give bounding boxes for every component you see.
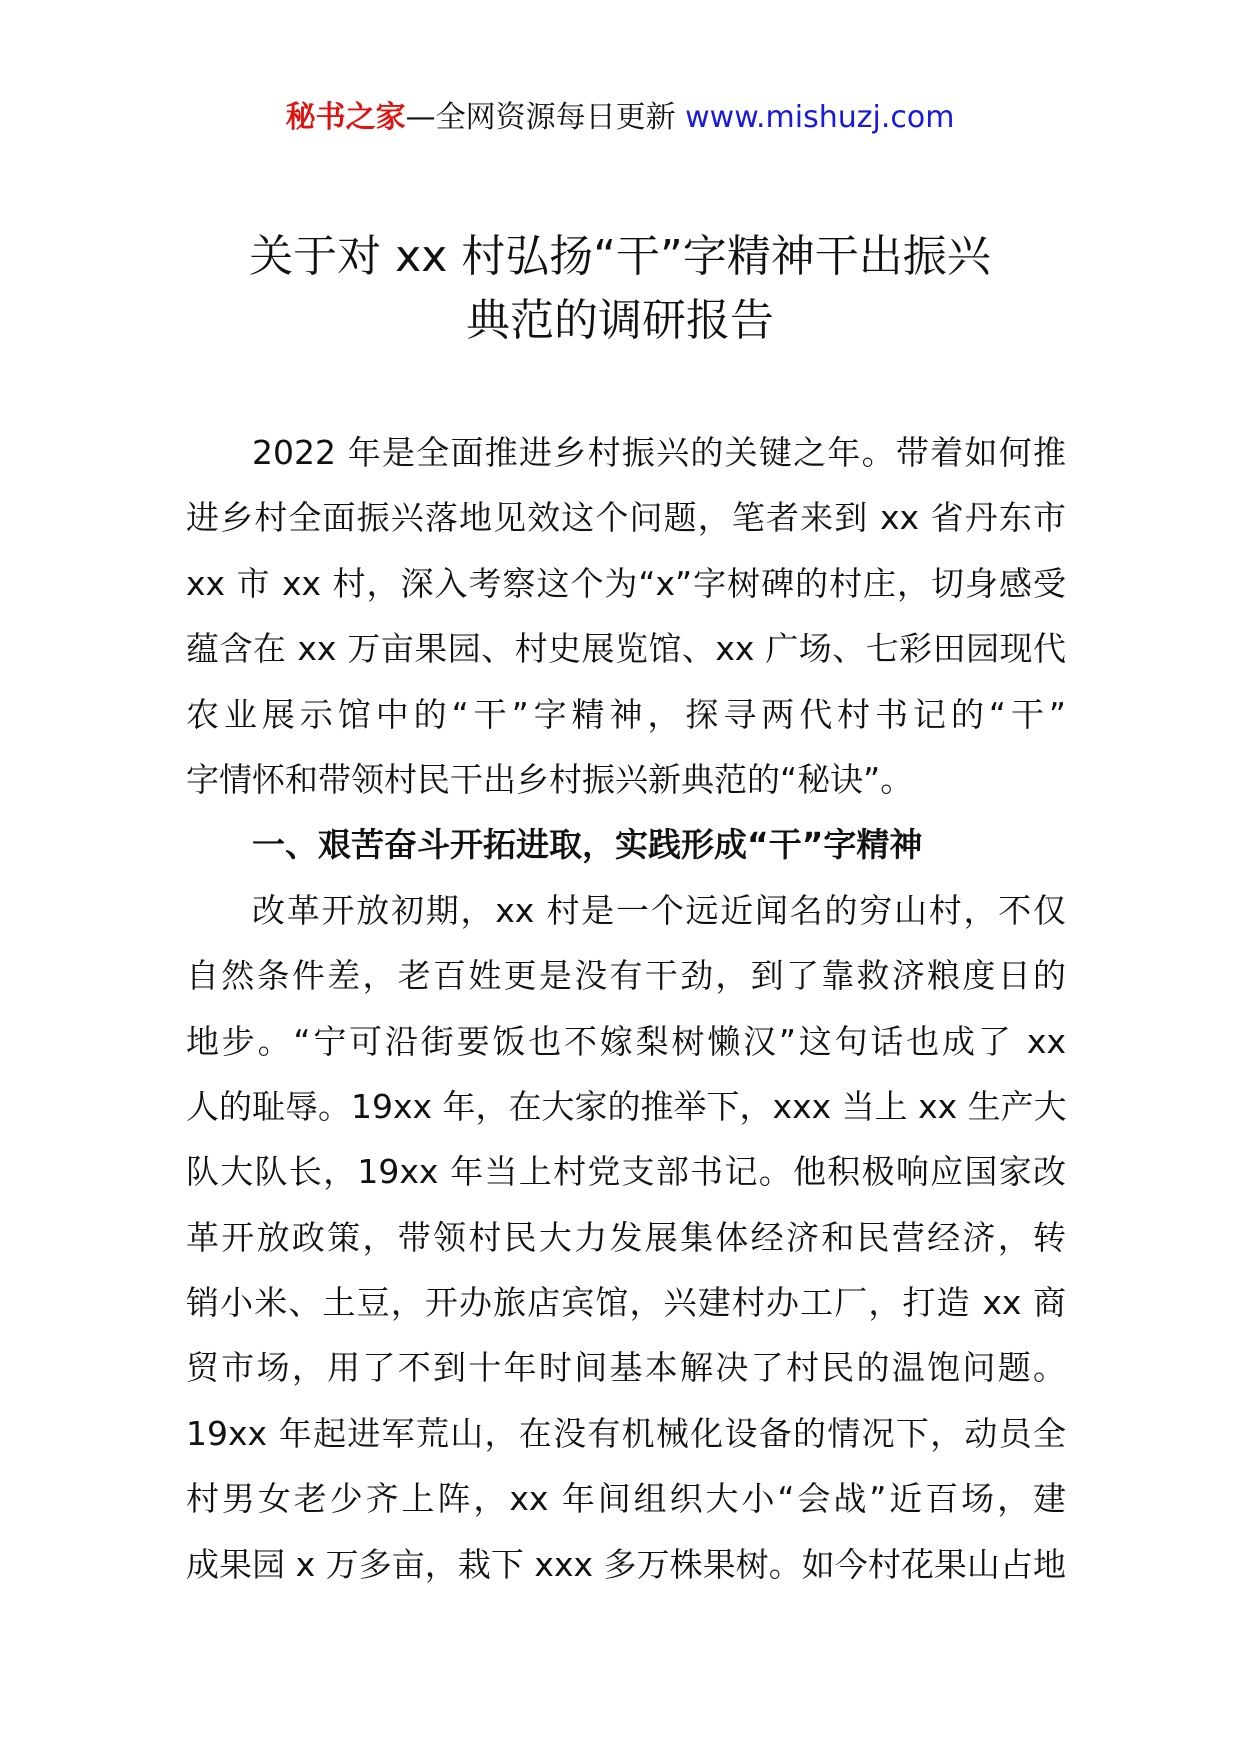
- title-line-1: 关于对 xx 村弘扬“干”字精神干出振兴: [249, 231, 991, 282]
- site-header: [0, 98, 1240, 138]
- body-line: 村男女老少齐上阵，xx 年间组织大小“会战”近百场，建: [186, 1479, 1066, 1519]
- header-tagline: —全网资源每日更新: [405, 100, 686, 135]
- body-line: 2022 年是全面推进乡村振兴的关键之年。带着如何推: [252, 433, 1066, 472]
- brand-name: 秘书之家: [285, 100, 406, 135]
- body-line: 销小米、土豆，开办旅店宾馆，兴建村办工厂，打造 xx 商: [186, 1283, 1066, 1323]
- document-body: [186, 420, 1066, 1597]
- body-line: 字情怀和带领村民干出乡村振兴新典范的“秘诀”。: [186, 759, 914, 799]
- body-line: 成果园 x 万多亩，栽下 xxx 多万株果树。如今村花果山占地: [186, 1544, 1066, 1584]
- site-url-link[interactable]: www.mishuzj.com: [685, 100, 955, 135]
- body-line: 贸市场，用了不到十年时间基本解决了村民的温饱问题。: [186, 1348, 1066, 1388]
- title-line-2: 典范的调研报告: [466, 295, 774, 346]
- body-line: 人的耻辱。19xx 年，在大家的推举下，xxx 当上 xx 生产大: [186, 1086, 1067, 1126]
- section-heading: 一、艰苦奋斗开拓进取，实践形成“干”字精神: [252, 825, 923, 865]
- body-line: 自然条件差，老百姓更是没有干劲，到了靠救济粮度日的: [186, 956, 1066, 996]
- document-title: [0, 225, 1240, 353]
- body-line: 改革开放初期，xx 村是一个远近闻名的穷山村，不仅: [252, 890, 1066, 930]
- body-line: 19xx 年起进军荒山，在没有机械化设备的情况下，动员全: [186, 1413, 1066, 1453]
- body-line: 革开放政策，带领村民大力发展集体经济和民营经济，转: [186, 1217, 1066, 1257]
- body-line: 队大队长，19xx 年当上村党支部书记。他积极响应国家改: [186, 1152, 1066, 1192]
- body-line: 农业展示馆中的“干”字精神，探寻两代村书记的“干”: [186, 694, 1066, 734]
- body-line: xx 市 xx 村，深入考察这个为“x”字树碑的村庄，切身感受: [186, 563, 1066, 603]
- body-line: 地步。“宁可沿街要饭也不嫁梨树懒汉”这句话也成了 xx: [186, 1021, 1066, 1061]
- body-line: 进乡村全面振兴落地见效这个问题，笔者来到 xx 省丹东市: [186, 498, 1066, 538]
- body-line: 蕴含在 xx 万亩果园、村史展览馆、xx 广场、七彩田园现代: [186, 629, 1066, 669]
